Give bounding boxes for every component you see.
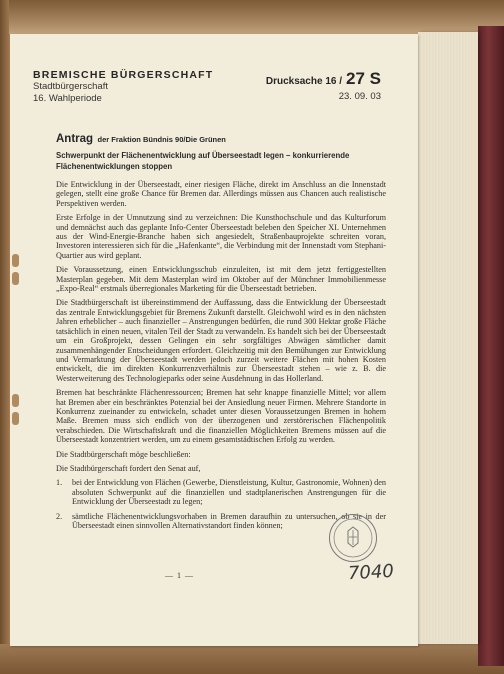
motion-faction: der Fraktion Bündnis 90/Die Grünen: [97, 135, 226, 144]
binder-top: [0, 0, 504, 34]
list-number: 2.: [56, 511, 63, 521]
punch-hole: [12, 412, 19, 425]
motion-label: Antrag: [56, 133, 94, 145]
list-text: bei der Entwicklung von Flächen (Gewerbe, Dienstleistung, Kultur, Gastronomie, Wohnen) den absoluten Schwerpunkt auf die finanziellen und stadtplanerischen Anstrengungen für die Entwicklung der Überseestadt zu legen;: [72, 478, 386, 507]
motion-body: [56, 180, 386, 535]
drucksache-label: Drucksache 16 /: [265, 76, 343, 87]
list-item: [56, 478, 386, 506]
punch-hole: [12, 394, 19, 407]
binder-cover: [478, 26, 504, 666]
paragraph: Bremen hat beschränkte Flächenressourcen; Bremen hat sehr knappe finanzielle Mittel; vor allem hat Bremen aber ein beschränktes Potenzial bei der Ansiedlung neuer Firmen. Mehrere Standorte in Konkurrenz zueinander zu entwickeln, schadet unter diesen Voraussetzungen Bremen in hohem Maße. Bremen muss sich endlich von der überzogenen und zerstörerischen Flächenpolitik verabschieden. Die Wirtschaftskraft und die finanziellen Möglichkeiten Bremens müssen auf die Überseestadt konzentriert werden, um zu einem gesamtstädtischen Erfolg zu werden.: [56, 388, 386, 445]
paragraph: Die Voraussetzung, einen Entwicklungsschub einzuleiten, ist mit dem jetzt fertiggestellten Masterplan gegeben. Mit dem Masterplan wird im Oktober auf der Münchner Immobilienmesse „Expo-Real“ erstmals überregionales Marketing für die Überseestadt betrieben.: [56, 265, 386, 294]
handwritten-note: 7040: [347, 560, 395, 585]
punch-hole: [12, 272, 19, 285]
paragraph: Die Stadtbürgerschaft fordert den Senat auf,: [56, 463, 201, 473]
paragraph: Die Entwicklung in der Überseestadt, einer riesigen Fläche, direkt im Anschluss an die Innenstadt gelegen, stellt eine große Chance für Bremen dar. Allerdings müssen aus Chancen auch realistische Perspektiven werden.: [56, 180, 386, 208]
paragraph: Erste Erfolge in der Umnutzung sind zu verzeichnen: Die Kunsthochschule und das Kulturforum und demnächst auch das geplante Info-Center Überseestadt beleben den Speicher XI. Unternehmen aus der Wind-Energie-Branche haben sich angesiedelt, Straßenbauprojekte schreiten voran, Investoren interessieren sich für die „Hafenkante“, die Verbindung mit der Innenstadt vom Stephani-Quartier aus wird geplant.: [56, 213, 386, 260]
punch-hole: [12, 254, 19, 267]
motion-heading: [56, 129, 226, 147]
binder-bottom: [0, 644, 504, 674]
binder-left: [0, 0, 9, 674]
motion-subject: Schwerpunkt der Flächenentwicklung auf Überseestadt legen – konkurrierende Flächenentwicklungen stoppen: [56, 151, 350, 171]
list-text: sämtliche Flächenentwicklungsvorhaben in Bremen daraufhin zu untersuchen, ob sie in der Überseestadt einen sinnvollen Alternativstandort finden können;: [72, 511, 386, 530]
drucksache-number: 27 S: [346, 69, 381, 88]
page-stack-edges: [418, 32, 478, 644]
document-date: 23. 09. 03: [338, 91, 381, 102]
organization-name: BREMISCHE BÜRGERSCHAFT: [33, 69, 214, 81]
library-stamp: [329, 514, 377, 562]
paragraph: Die Stadtbürgerschaft möge beschließen:: [56, 449, 191, 459]
document-header: [33, 69, 393, 105]
page-number: — 1 —: [165, 571, 194, 580]
chamber-name: Stadtbürgerschaft: [33, 81, 108, 92]
list-number: 1.: [56, 478, 63, 488]
stamp-seal-icon: [330, 515, 376, 561]
paragraph: Die Stadtbürgerschaft ist übereinstimmend der Auffassung, dass die Entwicklung der Überseestadt das zentrale Entwicklungsgebiet für Bremens Zukunft darstellt. Gleichwohl wird es in den nächsten Jahren erheblicher – auch finanzieller – Anstrengungen bedürfen, die rund 300 Hektar große Fläche tatsächlich in einen neuen, vitalen Teil der Stadt zu verwandeln. Es handelt sich bei der Überseestadt um ein Großprojekt, dessen Gelingen ein sehr sorgfältiges Abwägen sämtlicher damit zusammenhängender Entscheidungen erfordert. Gleichzeitig mit den Bemühungen zur Entwicklung und Vermarktung der Überseestadt werden jedoch zurzeit weitere Flächen mit hohen Kosten entwickelt, die im direkten Konkurrenzverhältnis zur Überseestadt stehen – wie z. B. die Westerweiterung des Technologieparks oder seine Ausdehnung in das Hollerland.: [56, 298, 386, 383]
drucksache-block: [266, 69, 381, 102]
legislative-period: 16. Wahlperiode: [33, 93, 102, 104]
